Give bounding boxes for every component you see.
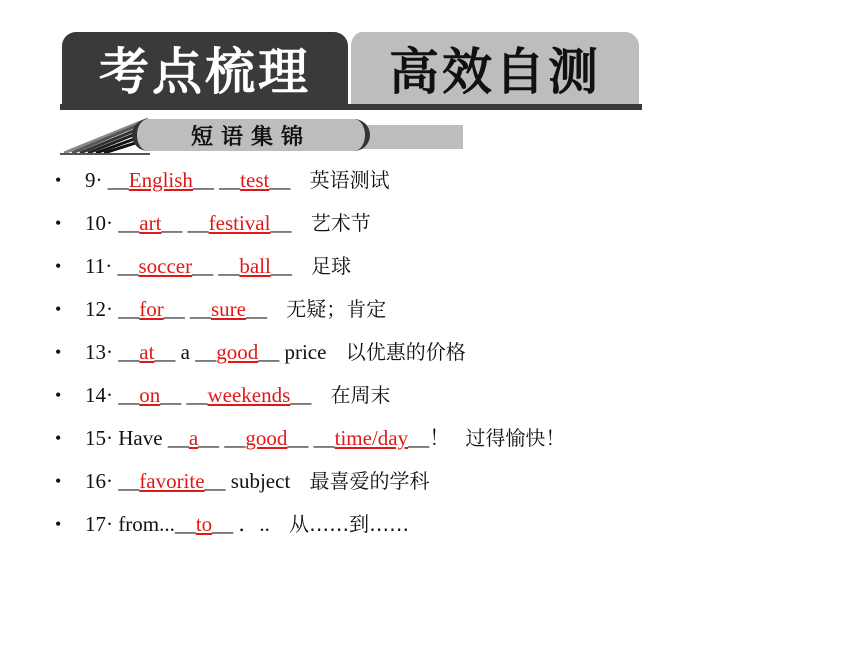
bullet-icon: • [55,385,62,405]
list-item: • 9· __English__ __test__ 英语测试 [55,160,565,203]
list-item: • 17· from...__to__ ．.. 从……到…… [55,504,565,547]
item-number: 13 [85,340,106,364]
chinese-meaning: 无疑；肯定 [286,297,387,321]
answer-blank: weekends [207,383,291,407]
tab-gaoxiao-zice[interactable]: 高效自测 [348,32,639,104]
list-item: • 13· __at__ a __good__ price 以优惠的价格 [55,332,565,375]
list-item: • 16· __favorite__ subject 最喜爱的学科 [55,461,565,504]
static-word: ！ [429,426,451,450]
answer-blank: ball [239,254,271,278]
chinese-meaning: 在周末 [330,383,391,407]
chinese-meaning: 艺术节 [310,211,371,235]
list-item: • 15· Have __a__ __good__ __time/day__！ 过得愉快！ [55,418,565,461]
bullet-icon: • [55,342,62,362]
answer-blank: at [139,340,155,364]
header-banner [60,32,642,110]
static-word: ．.. [238,512,270,536]
bullet-icon: • [55,299,62,319]
static-word: Have [118,426,163,450]
answer-blank: soccer [138,254,193,278]
answer-blank: English [128,168,193,192]
chinese-meaning: 从……到…… [289,512,410,536]
list-item: • 10· __art__ __festival__ 艺术节 [55,203,565,246]
chinese-meaning: 最喜爱的学科 [309,469,430,493]
bullet-icon: • [55,213,62,233]
chinese-meaning: 过得愉快！ [465,426,566,450]
answer-blank: good [245,426,288,450]
answer-blank: test [240,168,270,192]
bullet-icon: • [55,514,62,534]
answer-blank: on [139,383,161,407]
answer-blank: sure [211,297,246,321]
tab-kaodian-shuli[interactable]: 考点梳理 [62,32,348,104]
answer-blank: good [216,340,259,364]
static-word: from... [118,512,175,536]
bullet-icon: • [55,170,62,190]
banner-underline [60,104,642,110]
section-title: 短语集锦 [190,124,311,150]
static-word: a [180,340,190,364]
chinese-meaning: 英语测试 [309,168,390,192]
answer-blank: favorite [139,469,205,493]
answer-blank: to [195,512,213,536]
static-word: price [284,340,327,364]
list-item: • 14· __on__ __weekends__ 在周末 [55,375,565,418]
item-number: 17 [85,512,106,536]
answer-blank: for [139,297,164,321]
list-item: • 11· __soccer__ __ball__ 足球 [55,246,565,289]
answer-blank: a [188,426,199,450]
item-number: 10 [85,211,106,235]
answer-blank: art [139,211,162,235]
section-pill [132,119,370,151]
chinese-meaning: 以优惠的价格 [345,340,466,364]
item-number: 11 [85,254,106,278]
phrase-list [55,160,565,547]
item-number: 9 [85,168,96,192]
item-number: 16 [85,469,106,493]
bullet-icon: • [55,471,62,491]
item-number: 12 [85,297,106,321]
item-number: 14 [85,383,106,407]
list-item: • 12· __for__ __sure__ 无疑；肯定 [55,289,565,332]
bullet-icon: • [55,256,62,276]
section-header [60,117,405,155]
answer-blank: festival [208,211,271,235]
answer-blank: time/day [334,426,409,450]
static-word: subject [230,469,291,493]
chinese-meaning: 足球 [311,254,352,278]
bullet-icon: • [55,428,62,448]
item-number: 15 [85,426,106,450]
